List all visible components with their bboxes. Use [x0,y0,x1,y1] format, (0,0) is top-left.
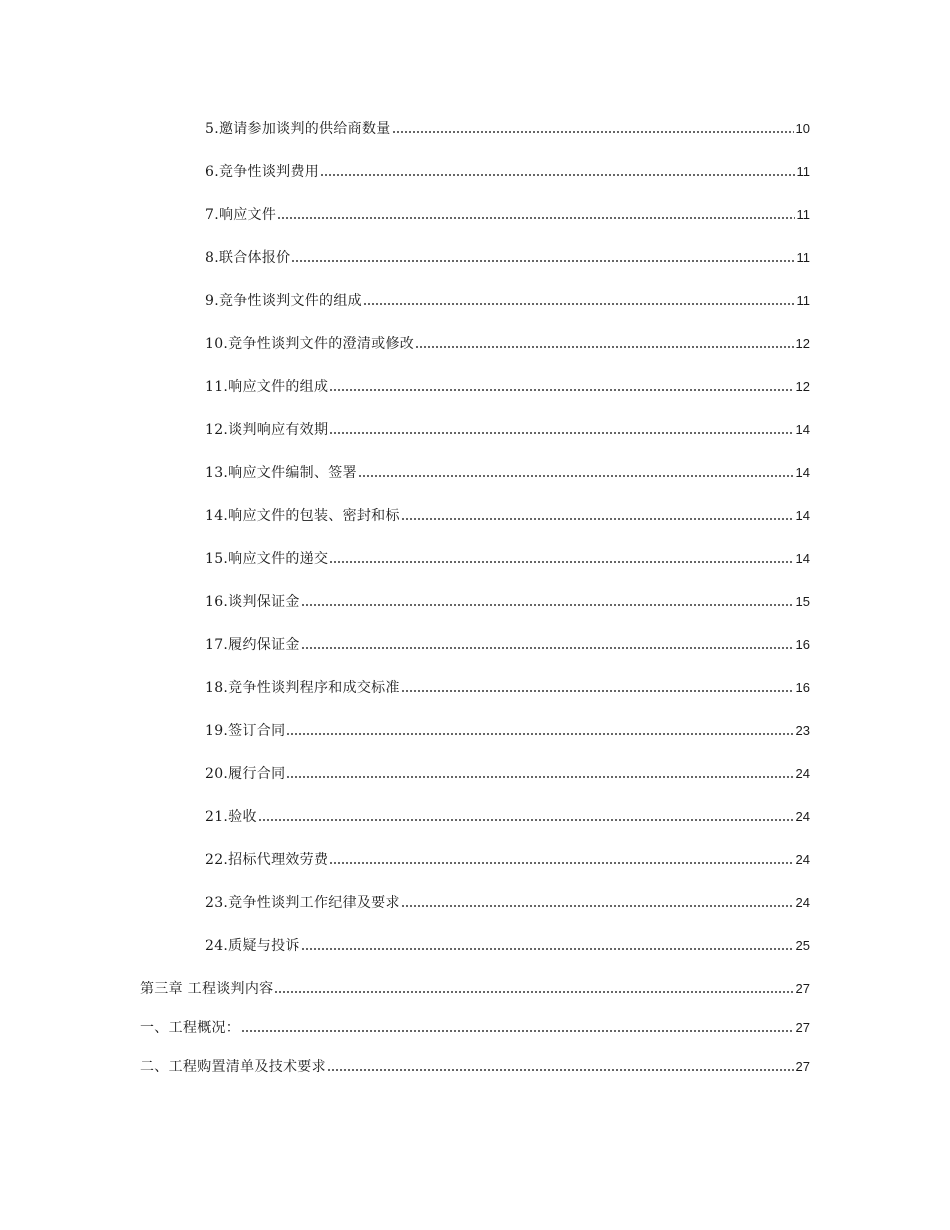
toc-entry-title: 第三章 工程谈判内容 [140,981,274,997]
toc-entry-page: 14 [795,508,810,523]
toc-dot-leader [329,860,793,865]
toc-entry-page: 27 [795,1020,810,1035]
toc-entry[interactable] [205,591,810,613]
toc-entry-title: 11.响应文件的组成 [205,379,329,395]
toc-entry-page: 11 [796,207,810,222]
toc-entry-page: 23 [795,723,810,738]
toc-dot-leader [274,989,793,994]
toc-dot-leader [277,215,794,220]
toc-entry-page: 24 [795,766,810,781]
toc-dot-leader [415,344,793,349]
toc-dot-leader [241,1028,793,1033]
toc-dot-leader [301,645,794,650]
toc-entry-page: 11 [796,250,810,265]
toc-entry-page: 14 [795,465,810,480]
toc-entry[interactable] [205,376,810,398]
toc-dot-leader [401,516,794,521]
toc-entry-page: 24 [795,895,810,910]
toc-dot-leader [329,387,793,392]
toc-entry[interactable] [205,849,810,871]
toc-entry-title: 19.签订合同 [205,723,286,739]
toc-entry-page: 16 [795,637,810,652]
toc-entry[interactable] [205,462,810,484]
toc-entry-page: 15 [795,594,810,609]
toc-entry-section[interactable] [140,1056,810,1078]
toc-entry-page: 12 [795,379,810,394]
toc-entry[interactable] [205,677,810,699]
toc-dot-leader [301,946,794,951]
toc-dot-leader [286,731,793,736]
toc-entry[interactable] [205,806,810,828]
toc-entry-title: 5.邀请参加谈判的供给商数量 [205,121,391,137]
toc-entry[interactable] [205,247,810,269]
toc-entry-title: 二、工程购置清单及技术要求 [140,1059,326,1075]
toc-entry-page: 27 [795,1059,810,1074]
toc-entry-title: 21.验收 [205,809,257,825]
toc-entry-page: 14 [795,422,810,437]
toc-entry-title: 10.竞争性谈判文件的澄清或修改 [205,336,415,352]
toc-entry[interactable] [205,118,810,140]
toc-entry[interactable] [205,634,810,656]
toc-entry-title: 6.竞争性谈判费用 [205,164,320,180]
toc-entry-title: 14.响应文件的包装、密封和标 [205,508,400,524]
toc-entry-page: 11 [796,293,810,308]
toc-entry[interactable] [205,505,810,527]
toc-entry-title: 20.履行合同 [205,766,286,782]
toc-dot-leader [258,817,794,822]
toc-entry-title: 23.竞争性谈判工作纪律及要求 [205,895,400,911]
toc-entry[interactable] [205,419,810,441]
toc-dot-leader [401,688,794,693]
toc-entry-title: 17.履约保证金 [205,637,300,653]
toc-entry-page: 16 [795,680,810,695]
toc-dot-leader [358,473,794,478]
toc-entry-title: 16.谈判保证金 [205,594,300,610]
toc-entry[interactable] [205,892,810,914]
toc-entry-title: 一、工程概况： [140,1020,241,1036]
toc-entry-title: 8.联合体报价 [205,250,291,266]
toc-entry-title: 12.谈判响应有效期 [205,422,329,438]
toc-entry[interactable] [205,161,810,183]
toc-dot-leader [329,559,793,564]
toc-dot-leader [327,1067,794,1072]
toc-entry-page: 25 [795,938,810,953]
toc-entry-title: 18.竞争性谈判程序和成交标准 [205,680,400,696]
toc-entry-chapter[interactable] [140,978,810,1000]
toc-entry-title: 7.响应文件 [205,207,277,223]
toc-entry-page: 12 [795,336,810,351]
toc-entry-page: 10 [795,121,810,136]
toc-entry-page: 27 [795,981,810,996]
toc-dot-leader [291,258,794,263]
toc-entry[interactable] [205,763,810,785]
toc-entry-title: 9.竞争性谈判文件的组成 [205,293,362,309]
toc-dot-leader [392,129,794,134]
toc-entry-section[interactable] [140,1017,810,1039]
toc-dot-leader [329,430,793,435]
toc-entry-page: 24 [795,809,810,824]
toc-entry-title: 13.响应文件编制、签署 [205,465,357,481]
toc-dot-leader [286,774,793,779]
toc-entry-title: 24.质疑与投诉 [205,938,300,954]
toc-dot-leader [363,301,795,306]
toc-entry-page: 24 [795,852,810,867]
toc-entry[interactable] [205,290,810,312]
toc-entry[interactable] [205,720,810,742]
toc-dot-leader [401,903,794,908]
toc-dot-leader [301,602,794,607]
toc-entry[interactable] [205,204,810,226]
toc-entry[interactable] [205,548,810,570]
toc-entry-page: 11 [796,164,810,179]
toc-entry-title: 15.响应文件的递交 [205,551,329,567]
toc-entry[interactable] [205,935,810,957]
toc-entry[interactable] [205,333,810,355]
toc-entry-title: 22.招标代理效劳费 [205,852,329,868]
toc-dot-leader [320,172,794,177]
toc-entry-page: 14 [795,551,810,566]
